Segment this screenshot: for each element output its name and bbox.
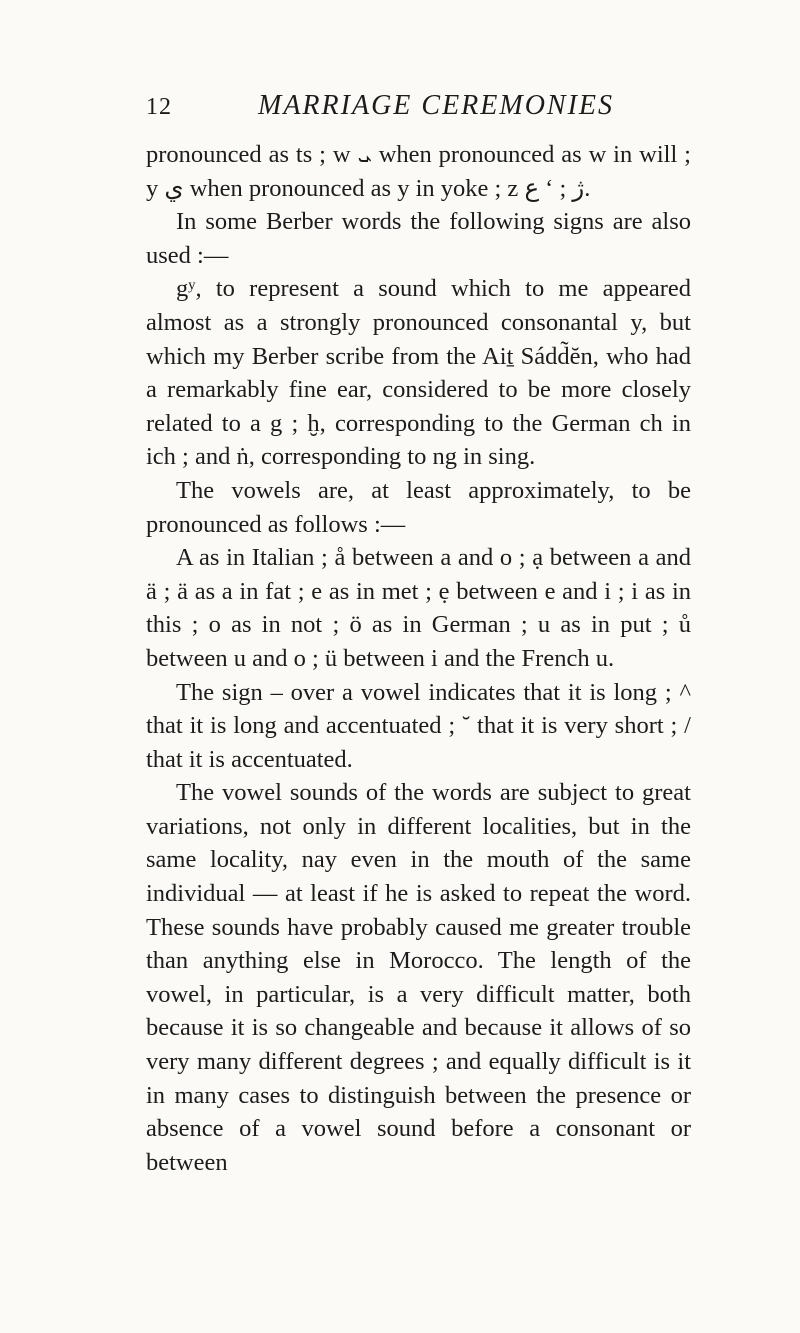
paragraph-vowel-variations: The vowel sounds of the words are subject to great variations, not only in different localities, but in the same locality, nay even in the mouth of the same individual — at least if he is asked to repeat the word. These sounds have probably caused me greater trouble than anything else in Morocco. The length of the vowel, in particular, is a very difficult matter, both because it is so changeable and because it allows of so very many different degrees ; and equally difficult is it in many cases to distinguish between the presence or absence of a vowel sound before a consonant or between	[146, 779, 691, 1176]
paragraph-vowel-signs: The sign – over a vowel indicates that it is long ; ^ that it is long and accentuated ; ˘ that it is very short ; / that it is accentuated.	[146, 678, 691, 773]
page-number: 12	[146, 94, 172, 120]
page-header	[146, 88, 691, 132]
running-title: MARRIAGE CEREMONIES	[258, 90, 615, 121]
paragraph-berber-signs: gʸ, to represent a sound which to me appeared almost as a strongly pronounced consonantal y, but which my Berber scribe from the Aiṯ Sádd̃ĕn, who had a remarkably fine ear, considered to be more closely related to a g ; ḫ, corresponding to the German ch in ich ; and ṅ, corresponding to ng in sing.	[146, 275, 691, 471]
paragraph-continuation: pronounced as ts ; w ܝ when pronounced as w in will ; y ي when pronounced as y in yoke ; z ژ ; ‘ ع.	[146, 141, 691, 202]
paragraph-vowels-intro: The vowels are, at least approximately, to be pronounced as follows :—	[146, 476, 691, 538]
paragraph-vowel-list: A as in Italian ; å between a and o ; ạ between a and ä ; ä as a in fat ; e as in met ; ẹ between e and i ; i as in this ; o as in not ; ö as in German ; u as in put ; ů between u and o ; ü between i and the French u.	[146, 544, 691, 672]
body-text	[146, 138, 691, 1179]
paragraph-berber-signs-intro: In some Berber words the following signs are also used :—	[146, 208, 691, 269]
